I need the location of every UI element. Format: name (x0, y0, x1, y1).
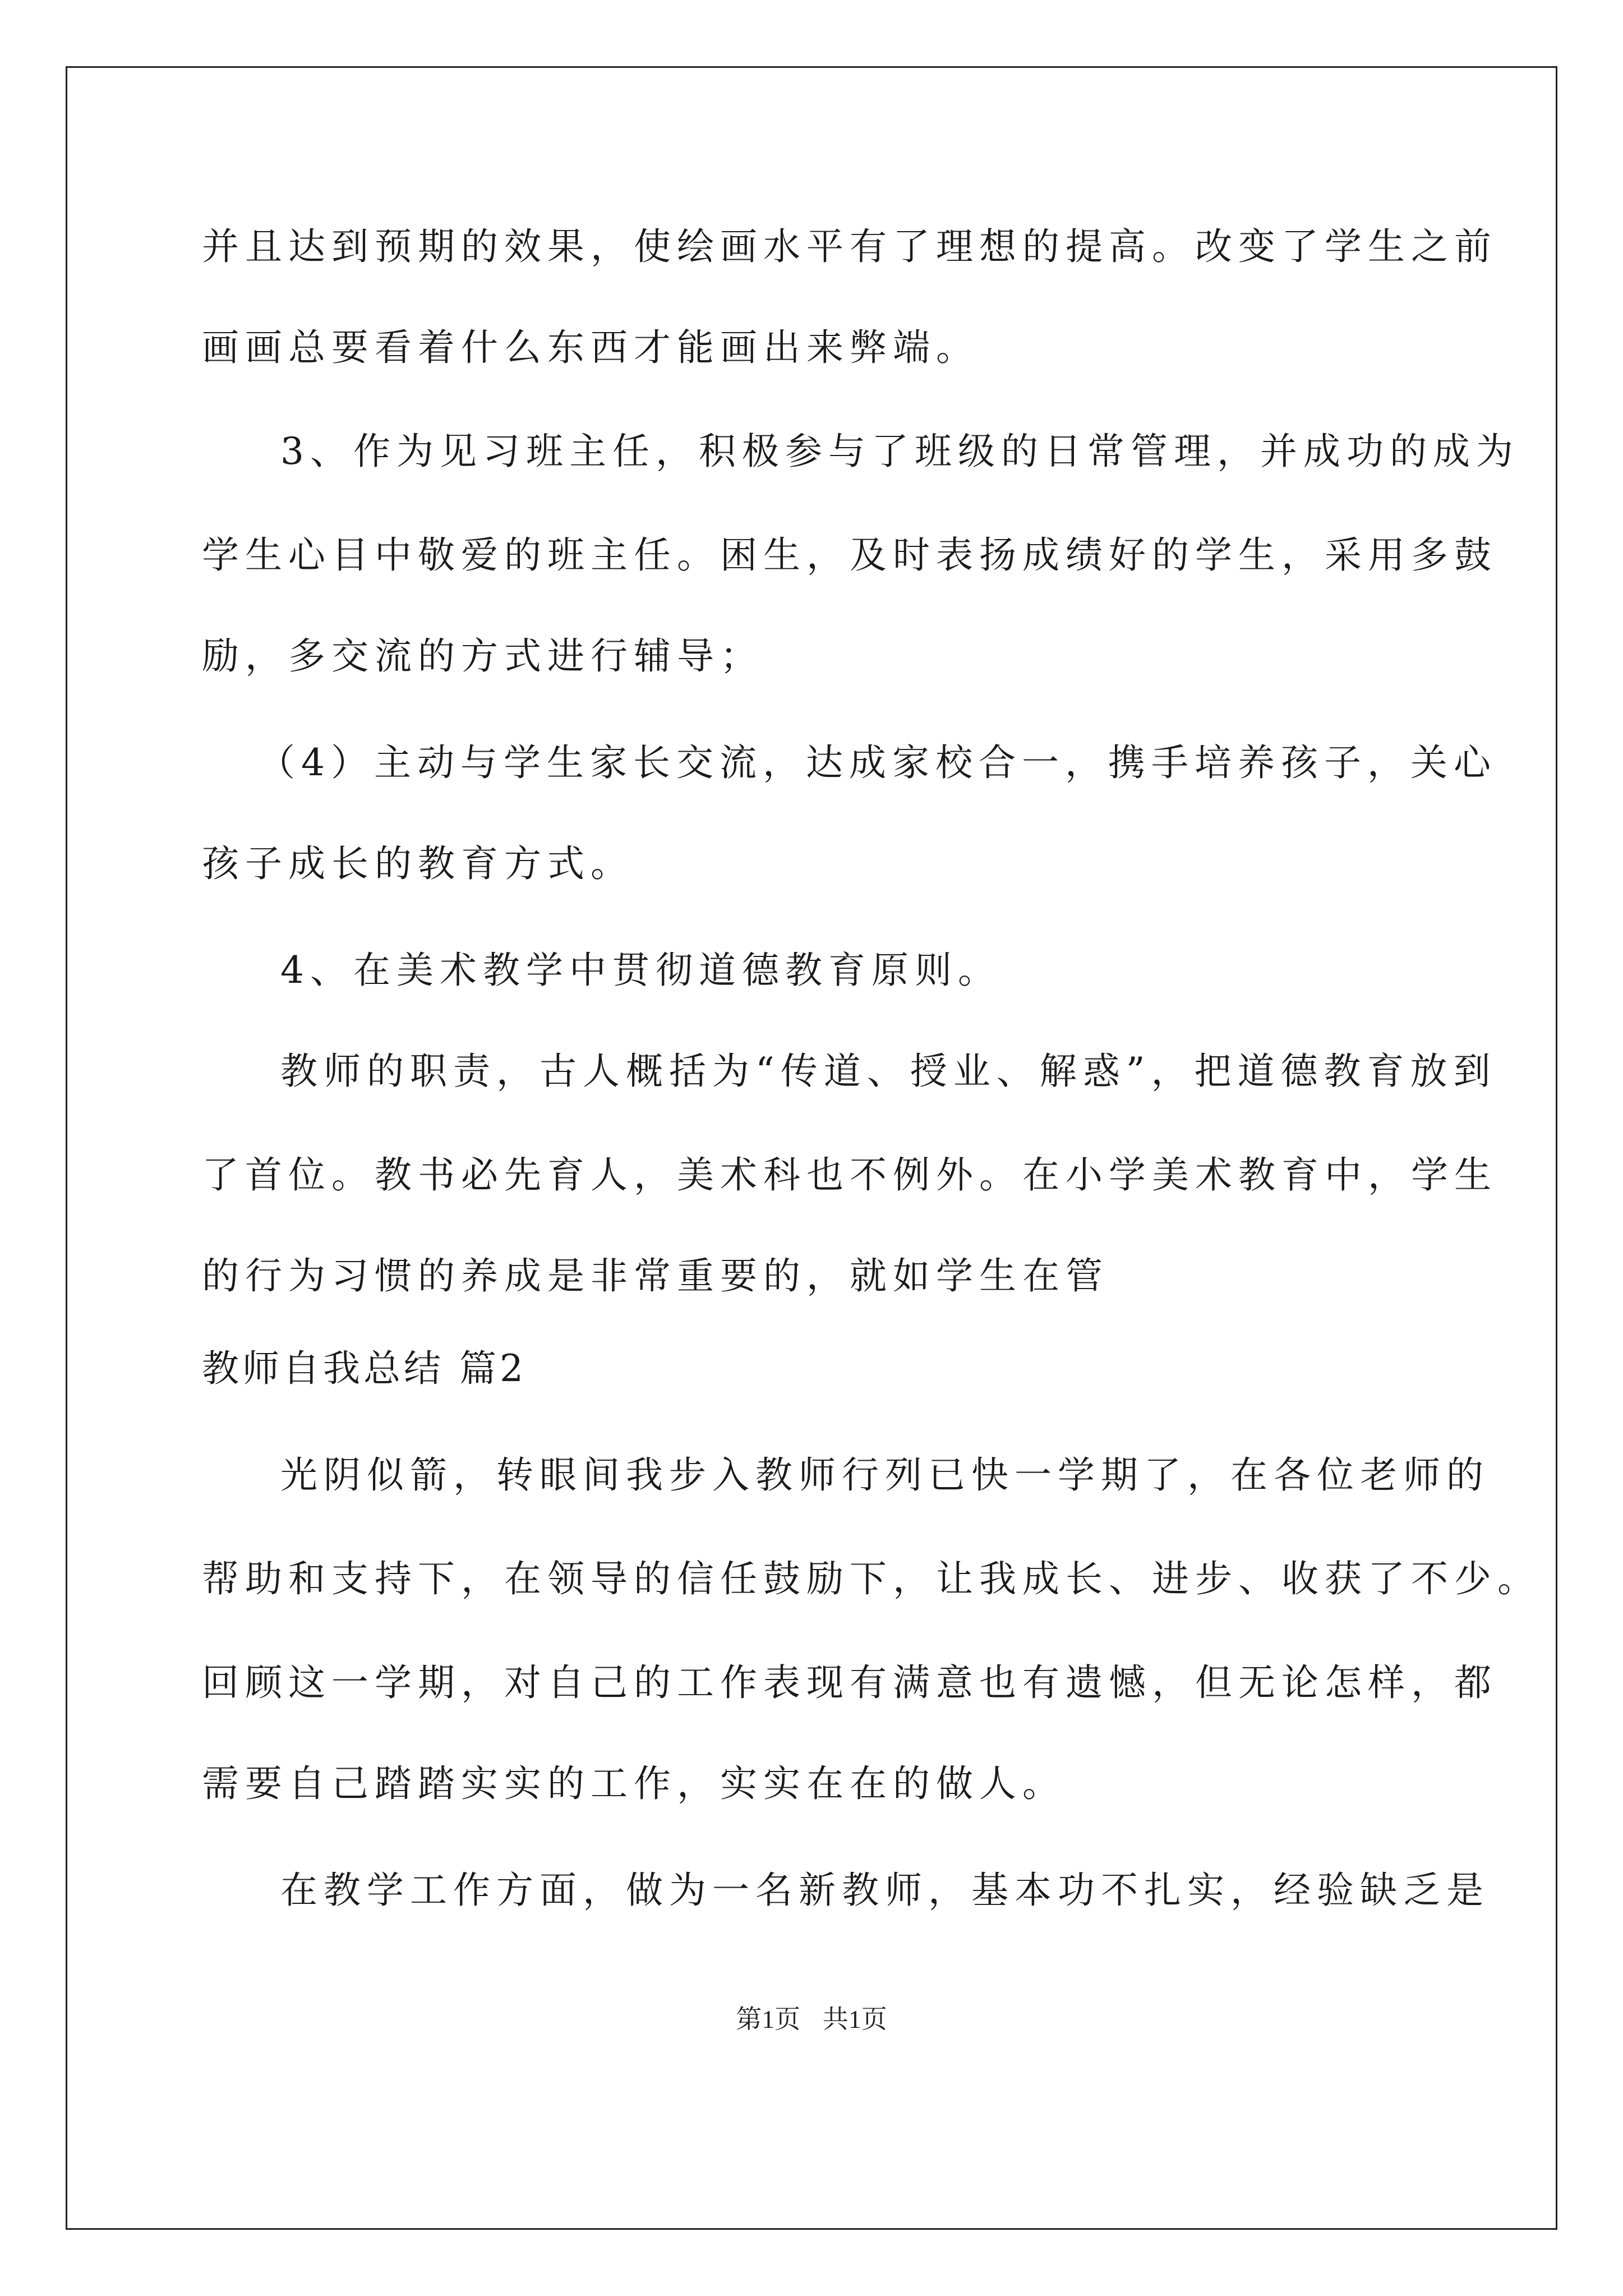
paragraph-line: 需要自己踏踏实实的工作，实实在在的做人。 (202, 1762, 1066, 1805)
paragraph-line: 的行为习惯的养成是非常重要的，就如学生在管 (202, 1254, 1109, 1297)
paragraph-line: 学生心目中敬爱的班主任。困生，及时表扬成绩好的学生，采用多鼓 (202, 533, 1497, 577)
paragraph-line: 3、作为见习班主任，积极参与了班级的日常管理，并成功的成为 (280, 430, 1519, 473)
paragraph-line: 了首位。教书必先育人，美术科也不例外。在小学美术教育中，学生 (202, 1153, 1497, 1197)
paragraph-line: 教师的职责，古人概括为“传道、授业、解惑”，把道德教育放到 (280, 1050, 1497, 1093)
paragraph-line: 光阴似箭，转眼间我步入教师行列已快一学期了，在各位老师的 (280, 1453, 1490, 1497)
section-heading: 教师自我总结 篇2 (202, 1347, 527, 1390)
paragraph-line: 励，多交流的方式进行辅导； (202, 634, 763, 678)
paragraph-line: 在教学工作方面，做为一名新教师，基本功不扎实，经验缺乏是 (280, 1869, 1490, 1912)
page-total: 共1页 (822, 2005, 887, 2033)
paragraph-line: 画画总要看着什么东西才能画出来弊端。 (202, 326, 979, 369)
paragraph-line: （4）主动与学生家长交流，达成家校合一，携手培养孩子，关心 (258, 741, 1497, 784)
paragraph-line: 孩子成长的教育方式。 (202, 842, 634, 885)
paragraph-line: 帮助和支持下，在领导的信任鼓励下，让我成长、进步、收获了不少。 (202, 1557, 1541, 1600)
page-footer (0, 2003, 1623, 2036)
paragraph-line: 4、在美术教学中贯彻道德教育原则。 (280, 949, 1001, 992)
paragraph-line: 回顾这一学期，对自己的工作表现有满意也有遗憾，但无论怎样，都 (202, 1661, 1497, 1704)
paragraph-line: 并且达到预期的效果，使绘画水平有了理想的提高。改变了学生之前 (202, 225, 1497, 268)
page-number: 第1页 (736, 2005, 801, 2033)
